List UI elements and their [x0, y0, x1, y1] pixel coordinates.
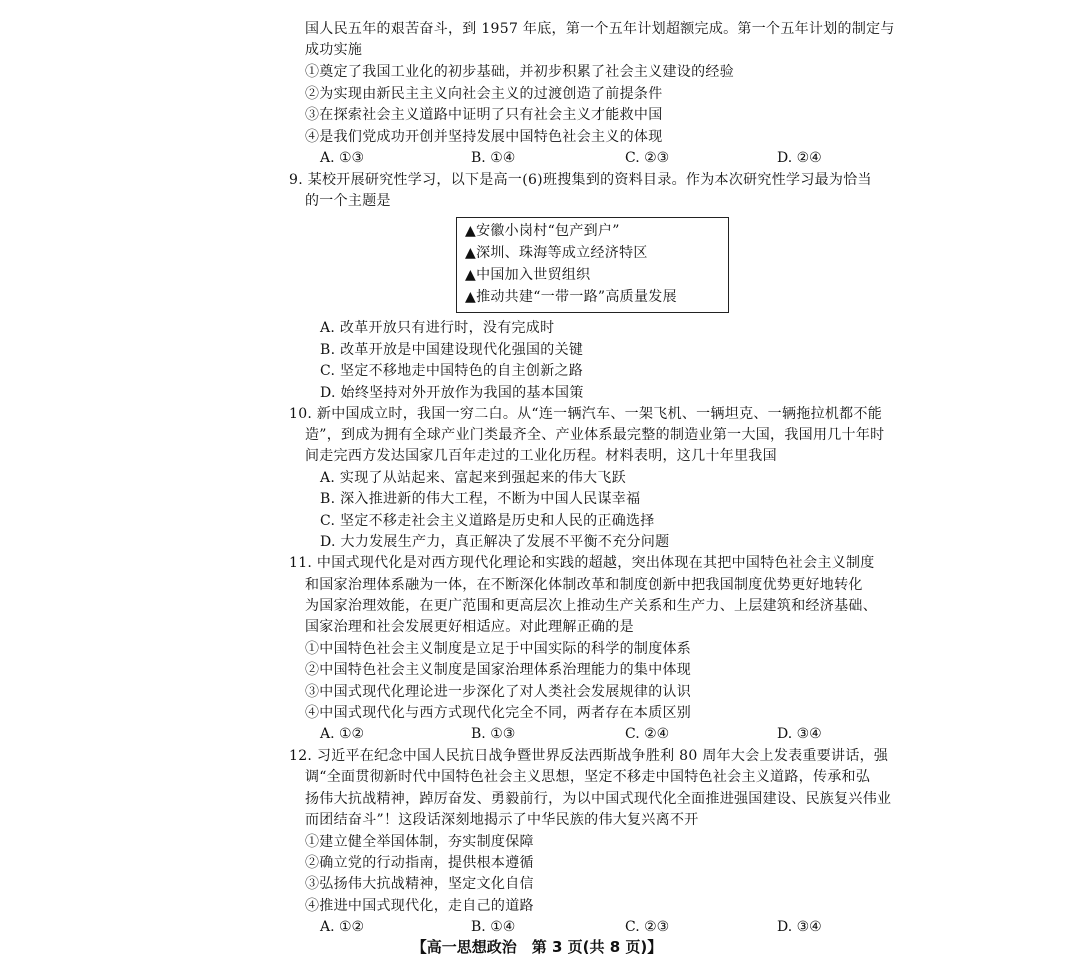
q8-option-c[interactable]: C. ②③ — [625, 150, 670, 166]
q9-option-b[interactable]: B. 改革开放是中国建设现代化强国的关键 — [320, 342, 584, 358]
q8-line-2: 成功实施 — [305, 42, 363, 58]
q9-box-item-2: ▲深圳、珠海等成立经济特区 — [465, 245, 648, 261]
q9-stem-line-2: 的一个主题是 — [305, 193, 391, 209]
q11-option-d[interactable]: D. ③④ — [777, 726, 822, 742]
q12-item-1: ①建立健全举国体制，夯实制度保障 — [305, 834, 534, 850]
q11-item-3: ③中国式现代化理论进一步深化了对人类社会发展规律的认识 — [305, 684, 692, 700]
q9-option-d[interactable]: D. 始终坚持对外开放作为我国的基本国策 — [320, 385, 584, 401]
q10-option-b[interactable]: B. 深入推进新的伟大工程，不断为中国人民谋幸福 — [320, 491, 641, 507]
q12-option-c[interactable]: C. ②③ — [625, 919, 670, 935]
q11-stem-line-1: 11. 中国式现代化是对西方现代化理论和实践的超越，突出体现在其把中国特色社会主义制度 — [289, 555, 875, 571]
q11-stem-line-3: 为国家治理效能，在更广范围和更高层次上推动生产关系和生产力、上层建筑和经济基础、 — [305, 598, 877, 614]
q10-option-d[interactable]: D. 大力发展生产力，真正解决了发展不平衡不充分问题 — [320, 534, 670, 550]
q12-item-3: ③弘扬伟大抗战精神，坚定文化自信 — [305, 876, 534, 892]
q8-item-1: ①奠定了我国工业化的初步基础，并初步积累了社会主义建设的经验 — [305, 64, 734, 80]
q11-stem-line-2: 和国家治理体系融为一体，在不断深化体制改革和制度创新中把我国制度优势更好地转化 — [305, 577, 863, 593]
q8-item-2: ②为实现由新民主主义向社会主义的过渡创造了前提条件 — [305, 86, 663, 102]
q12-item-2: ②确立党的行动指南，提供根本遵循 — [305, 855, 534, 871]
q9-stem-line-1: 9. 某校开展研究性学习，以下是高一(6)班搜集到的资料目录。作为本次研究性学习最为恰当 — [289, 172, 872, 188]
q10-stem-line-2: 造”，到成为拥有全球产业门类最齐全、产业体系最完整的制造业第一大国，我国用几十年时 — [305, 427, 885, 443]
q8-item-3: ③在探索社会主义道路中证明了只有社会主义才能救中国 — [305, 107, 663, 123]
q12-stem-line-4: 而团结奋斗”！这段话深刻地揭示了中华民族的伟大复兴离不开 — [305, 812, 699, 828]
q12-item-4: ④推进中国式现代化，走自己的道路 — [305, 898, 534, 914]
q9-box-item-3: ▲中国加入世贸组织 — [465, 267, 591, 283]
q11-item-2: ②中国特色社会主义制度是国家治理体系治理能力的集中体现 — [305, 662, 692, 678]
q10-stem-line-3: 间走完西方发达国家几百年走过的工业化历程。材料表明，这几十年里我国 — [305, 448, 777, 464]
q10-option-a[interactable]: A. 实现了从站起来、富起来到强起来的伟大飞跃 — [320, 470, 626, 486]
q9-option-a[interactable]: A. 改革开放只有进行时，没有完成时 — [320, 320, 555, 336]
q11-option-b[interactable]: B. ①③ — [471, 726, 516, 742]
q11-item-4: ④中国式现代化与西方式现代化完全不同，两者存在本质区别 — [305, 705, 692, 721]
q8-line-1: 国人民五年的艰苦奋斗，到 1957 年底，第一个五年计划超额完成。第一个五年计划的制定与 — [305, 21, 895, 37]
q9-material-box — [456, 217, 729, 313]
q12-stem-line-1: 12. 习近平在纪念中国人民抗日战争暨世界反法西斯战争胜利 80 周年大会上发表重要讲话，强 — [289, 748, 889, 764]
q9-option-c[interactable]: C. 坚定不移地走中国特色的自主创新之路 — [320, 363, 584, 379]
q11-stem-line-4: 国家治理和社会发展更好相适应。对此理解正确的是 — [305, 619, 634, 635]
q12-option-a[interactable]: A. ①② — [320, 919, 365, 935]
q12-option-d[interactable]: D. ③④ — [777, 919, 822, 935]
q8-option-a[interactable]: A. ①③ — [320, 150, 365, 166]
q9-box-item-1: ▲安徽小岗村“包产到户” — [465, 223, 620, 239]
q10-option-c[interactable]: C. 坚定不移走社会主义道路是历史和人民的正确选择 — [320, 513, 655, 529]
q12-stem-line-3: 扬伟大抗战精神，踔厉奋发、勇毅前行，为以中国式现代化全面推进强国建设、民族复兴伟业 — [305, 791, 892, 807]
q9-box-item-4: ▲推动共建“一带一路”高质量发展 — [465, 289, 677, 305]
q8-item-4: ④是我们党成功开创并坚持发展中国特色社会主义的体现 — [305, 129, 663, 145]
page-footer: 【高一思想政治 第 3 页(共 8 页)】 — [411, 938, 663, 956]
q8-option-d[interactable]: D. ②④ — [777, 150, 822, 166]
q8-option-b[interactable]: B. ①④ — [471, 150, 516, 166]
q11-item-1: ①中国特色社会主义制度是立足于中国实际的科学的制度体系 — [305, 641, 692, 657]
q12-stem-line-2: 调“全面贯彻新时代中国特色社会主义思想，坚定不移走中国特色社会主义道路，传承和弘 — [305, 769, 871, 785]
q12-option-b[interactable]: B. ①④ — [471, 919, 516, 935]
q10-stem-line-1: 10. 新中国成立时，我国一穷二白。从“连一辆汽车、一架飞机、一辆坦克、一辆拖拉机都不能 — [289, 406, 883, 422]
q11-option-c[interactable]: C. ②④ — [625, 726, 670, 742]
q11-option-a[interactable]: A. ①② — [320, 726, 365, 742]
